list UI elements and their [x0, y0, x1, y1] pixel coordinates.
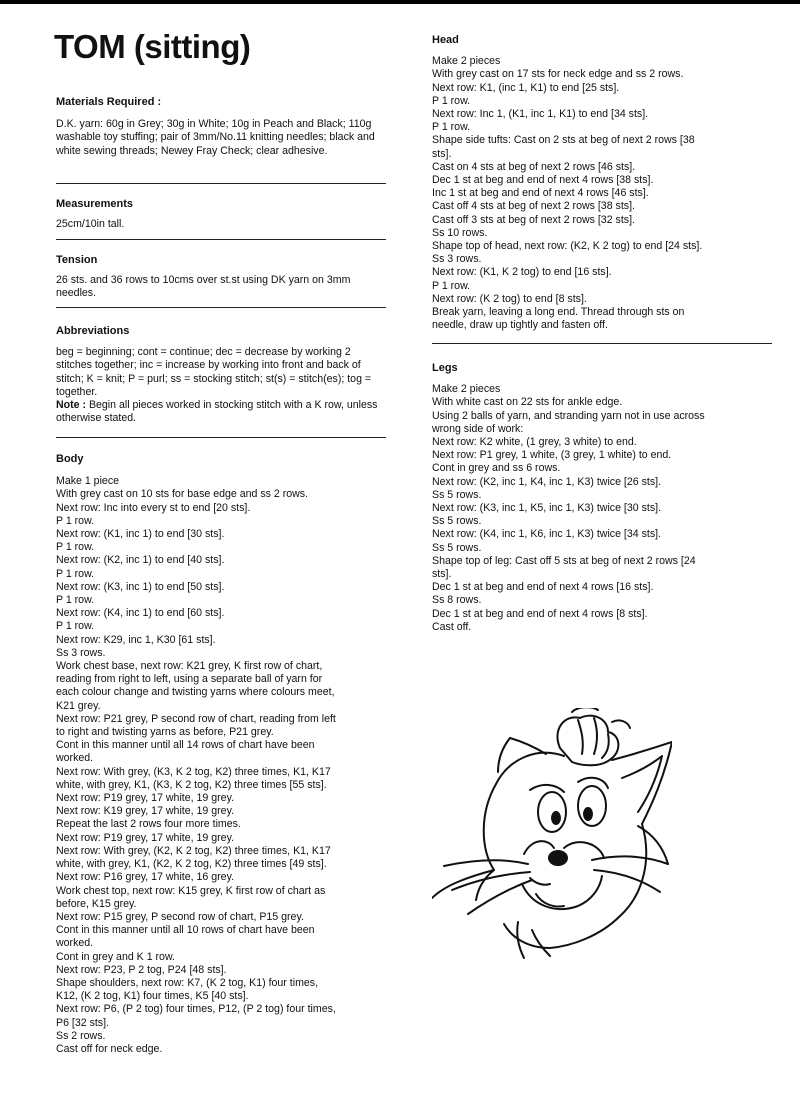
legs-line: Cast off.: [432, 620, 472, 633]
materials-heading: Materials Required :: [56, 96, 162, 108]
body-line: Repeat the last 2 rows four more times.: [56, 818, 241, 831]
legs-line: Ss 8 rows.: [432, 594, 482, 607]
body-line: Ss 3 rows.: [56, 646, 106, 659]
legs-line: With white cast on 22 sts for ankle edge.: [432, 396, 623, 409]
body-line: Work chest base, next row: K21 grey, K first row of chart,: [56, 660, 323, 673]
head-line: sts].: [432, 147, 452, 160]
measurements-section: [56, 198, 386, 231]
body-line: Next row: With grey, (K2, K 2 tog, K2) three times, K1, K17: [56, 844, 331, 857]
body-line: P 1 row.: [56, 620, 95, 633]
body-line: to right and twisting yarns as before, P21 grey.: [56, 726, 274, 739]
head-line: Next row: (K1, K 2 tog) to end [16 sts].: [432, 266, 612, 279]
body-line: Work chest top, next row: K15 grey, K first row of chart as: [56, 884, 326, 897]
body-line: Cast off for neck edge.: [56, 1042, 163, 1055]
body-line: Next row: K29, inc 1, K30 [61 sts].: [56, 633, 216, 646]
body-line: Next row: P19 grey, 17 white, 19 grey.: [56, 831, 235, 844]
legs-line: Next row: P1 grey, 1 white, (3 grey, 1 white) to end.: [432, 449, 672, 462]
measurements-text: 25cm/10in tall.: [56, 218, 125, 231]
legs-line: sts].: [432, 568, 452, 581]
head-line: Cast on 4 sts at beg of next 2 rows [46 sts].: [432, 160, 636, 173]
body-section: [56, 453, 386, 1056]
body-line: Next row: Inc into every st to end [20 sts].: [56, 501, 251, 514]
body-line: Next row: P21 grey, P second row of chart, reading from left: [56, 712, 336, 725]
abbreviations-heading: Abbreviations: [56, 325, 130, 337]
body-line: With grey cast on 10 sts for base edge and ss 2 rows.: [56, 488, 309, 501]
legs-line: Next row: K2 white, (1 grey, 3 white) to end.: [432, 436, 637, 449]
legs-line: Ss 5 rows.: [432, 515, 482, 528]
body-line: Ss 2 rows.: [56, 1029, 106, 1042]
body-line: Next row: K19 grey, 17 white, 19 grey.: [56, 805, 235, 818]
body-line: Next row: With grey, (K3, K 2 tog, K2) three times, K1, K17: [56, 765, 331, 778]
divider: [56, 239, 386, 240]
head-line: Dec 1 st at beg and end of next 4 rows [38 sts].: [432, 174, 654, 187]
cat-head-illustration: [432, 708, 672, 978]
note-label: Note :: [56, 399, 87, 412]
legs-heading: Legs: [432, 362, 458, 374]
body-line: white, with grey, K1, (K3, K 2 tog, K2) three times [55 sts].: [56, 778, 327, 791]
body-line: each colour change and twisting yarns where colours meet,: [56, 686, 335, 699]
body-line: reading from right to left, using a separate ball of yarn for: [56, 673, 323, 686]
body-line: Next row: P16 grey, 17 white, 16 grey.: [56, 871, 235, 884]
head-line: Ss 3 rows.: [432, 253, 482, 266]
legs-line: Using 2 balls of yarn, and stranding yarn not in use across: [432, 409, 705, 422]
body-line: P 1 row.: [56, 514, 95, 527]
head-line: Shape side tufts: Cast on 2 sts at beg of next 2 rows [38: [432, 134, 695, 147]
head-instructions: [432, 55, 772, 332]
head-line: Ss 10 rows.: [432, 226, 488, 239]
body-line: K21 grey.: [56, 699, 101, 712]
head-line: Next row: Inc 1, (K1, inc 1, K1) to end [34 sts].: [432, 108, 649, 121]
body-line: before, K15 grey.: [56, 897, 137, 910]
legs-line: Dec 1 st at beg and end of next 4 rows [16 sts].: [432, 581, 654, 594]
materials-section: [56, 96, 386, 158]
divider: [56, 437, 386, 438]
abbreviations-text: beg = beginning; cont = continue; dec = decrease by working 2 stitches together; inc = increase by working into front and back of stitch; K = knit; P = purl; ss = stocking stitch; st(s) = stitch(es); tog = together.: [56, 346, 372, 398]
legs-instructions: [432, 383, 772, 634]
body-line: P6 [32 sts].: [56, 1016, 109, 1029]
tension-heading: Tension: [56, 254, 98, 266]
legs-line: Cont in grey and ss 6 rows.: [432, 462, 561, 475]
body-line: Next row: P19 grey, 17 white, 19 grey.: [56, 792, 235, 805]
divider: [56, 183, 386, 184]
body-line: Next row: (K1, inc 1) to end [30 sts].: [56, 528, 225, 541]
body-line: P 1 row.: [56, 541, 95, 554]
body-line: white, with grey, K1, (K2, K 2 tog, K2) three times [49 sts].: [56, 858, 327, 871]
head-line: P 1 row.: [432, 279, 471, 292]
body-line: Next row: P23, P 2 tog, P24 [48 sts].: [56, 963, 227, 976]
body-heading: Body: [56, 453, 84, 465]
body-line: worked.: [56, 752, 94, 765]
legs-line: Next row: (K4, inc 1, K6, inc 1, K3) twice [34 sts].: [432, 528, 662, 541]
head-line: needle, draw up tightly and fasten off.: [432, 319, 608, 332]
head-line: P 1 row.: [432, 94, 471, 107]
body-line: Make 1 piece: [56, 475, 120, 488]
head-line: Next row: K1, (inc 1, K1) to end [25 sts].: [432, 81, 620, 94]
head-line: Make 2 pieces: [432, 55, 501, 68]
legs-line: Next row: (K3, inc 1, K5, inc 1, K3) twice [30 sts].: [432, 502, 662, 515]
legs-line: Ss 5 rows.: [432, 488, 482, 501]
body-line: Next row: P15 grey, P second row of chart, P15 grey.: [56, 910, 304, 923]
body-line: Next row: (K4, inc 1) to end [60 sts].: [56, 607, 225, 620]
legs-line: Make 2 pieces: [432, 383, 501, 396]
head-line: Break yarn, leaving a long end. Thread through sts on: [432, 306, 685, 319]
materials-text: D.K. yarn: 60g in Grey; 30g in White; 10g in Peach and Black; 110g washable toy stuffing; pair of 3mm/No.11 knitting needles; black and white sewing threads; Newey Fray Check; clear adhesive.: [56, 118, 375, 157]
legs-section: [432, 362, 772, 634]
body-line: worked.: [56, 937, 94, 950]
divider: [432, 343, 772, 344]
body-line: P 1 row.: [56, 594, 95, 607]
head-line: Next row: (K 2 tog) to end [8 sts].: [432, 292, 587, 305]
body-line: K12, (K 2 tog, K1) four times, K5 [40 sts].: [56, 990, 249, 1003]
body-line: Cont in this manner until all 10 rows of chart have been: [56, 924, 315, 937]
body-line: Shape shoulders, next row: K7, (K 2 tog, K1) four times,: [56, 976, 319, 989]
abbreviations-section: [56, 325, 386, 425]
measurements-heading: Measurements: [56, 198, 134, 210]
head-heading: Head: [432, 34, 459, 46]
note-text: Begin all pieces worked in stocking stitch with a K row, unless otherwise stated.: [56, 399, 378, 425]
head-line: Inc 1 st at beg and end of next 4 rows [46 sts].: [432, 187, 649, 200]
legs-line: wrong side of work:: [432, 422, 524, 435]
body-line: Cont in grey and K 1 row.: [56, 950, 175, 963]
head-line: Cast off 3 sts at beg of next 2 rows [32 sts].: [432, 213, 635, 226]
body-line: P 1 row.: [56, 567, 95, 580]
legs-line: Ss 5 rows.: [432, 541, 482, 554]
body-line: Next row: (K2, inc 1) to end [40 sts].: [56, 554, 225, 567]
legs-line: Shape top of leg: Cast off 5 sts at beg of next 2 rows [24: [432, 554, 696, 567]
body-instructions: [56, 475, 386, 1056]
tension-section: [56, 254, 386, 301]
head-line: P 1 row.: [432, 121, 471, 134]
legs-line: Next row: (K2, inc 1, K4, inc 1, K3) twice [26 sts].: [432, 475, 662, 488]
body-line: Next row: P6, (P 2 tog) four times, P12, (P 2 tog) four times,: [56, 1003, 336, 1016]
head-line: Shape top of head, next row: (K2, K 2 tog) to end [24 sts].: [432, 240, 703, 253]
body-line: Next row: (K3, inc 1) to end [50 sts].: [56, 580, 225, 593]
head-section: [432, 34, 772, 332]
page-title: TOM (sitting): [54, 28, 251, 65]
legs-line: Dec 1 st at beg and end of next 4 rows [8 sts].: [432, 607, 648, 620]
divider: [56, 307, 386, 308]
tension-text: 26 sts. and 36 rows to 10cms over st.st using DK yarn on 3mm needles.: [56, 274, 351, 300]
abbreviations-note: [56, 399, 386, 425]
top-border: [0, 0, 800, 4]
body-line: Cont in this manner until all 14 rows of chart have been: [56, 739, 315, 752]
head-line: With grey cast on 17 sts for neck edge and ss 2 rows.: [432, 68, 684, 81]
head-line: Cast off 4 sts at beg of next 2 rows [38 sts].: [432, 200, 635, 213]
